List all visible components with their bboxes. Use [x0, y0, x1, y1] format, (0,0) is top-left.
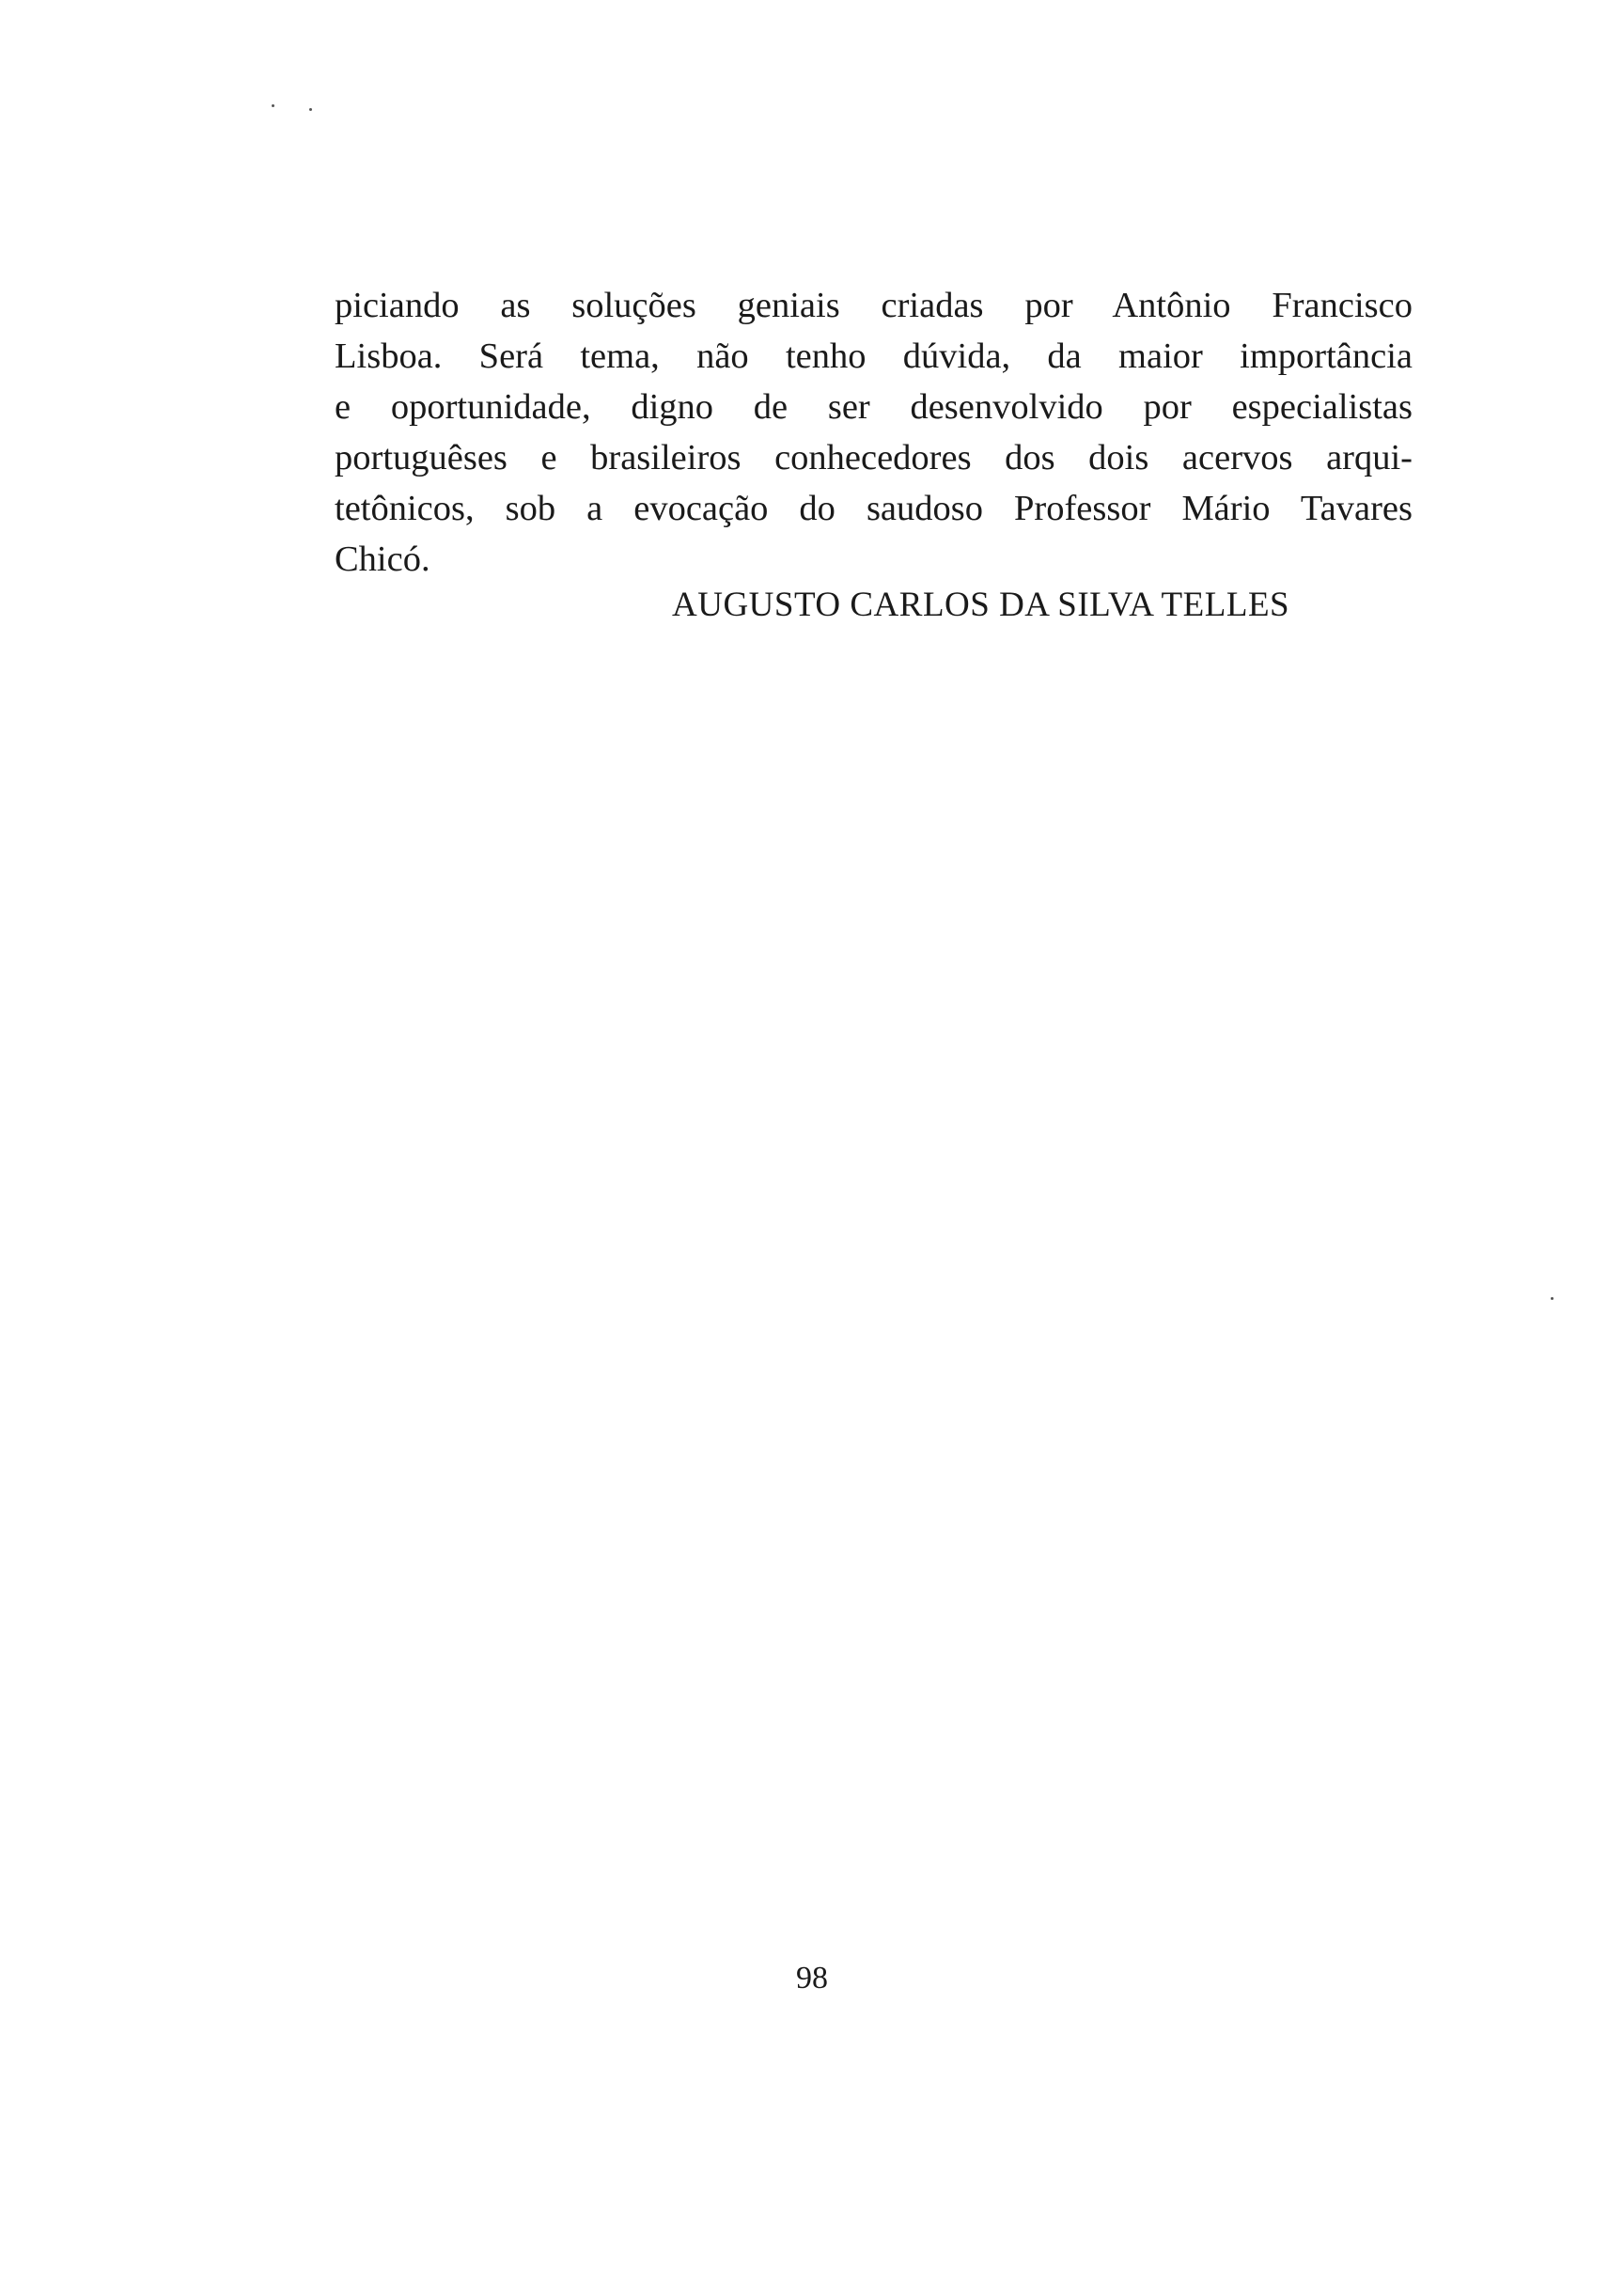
body-paragraph [335, 280, 1413, 585]
body-line: portuguêses e brasileiros conhecedores dos dois acervos arqui- [335, 438, 1413, 477]
body-line: e oportunidade, digno de ser desenvolvido por especialistas [335, 387, 1413, 427]
body-line: piciando as soluções geniais criadas por Antônio Francisco [335, 286, 1413, 325]
page-number: 98 [796, 1961, 828, 1995]
author-signature: AUGUSTO CARLOS DA SILVA TELLES [672, 586, 1290, 624]
scan-speck [309, 108, 312, 111]
body-line: tetônicos, sob a evocação do saudoso Professor Mário Tavares [335, 489, 1413, 528]
body-line: Lisboa. Será tema, não tenho dúvida, da maior importância [335, 336, 1413, 376]
body-line: Chicó. [335, 540, 430, 579]
scan-speck [1551, 1297, 1554, 1300]
scan-speck [272, 104, 274, 107]
